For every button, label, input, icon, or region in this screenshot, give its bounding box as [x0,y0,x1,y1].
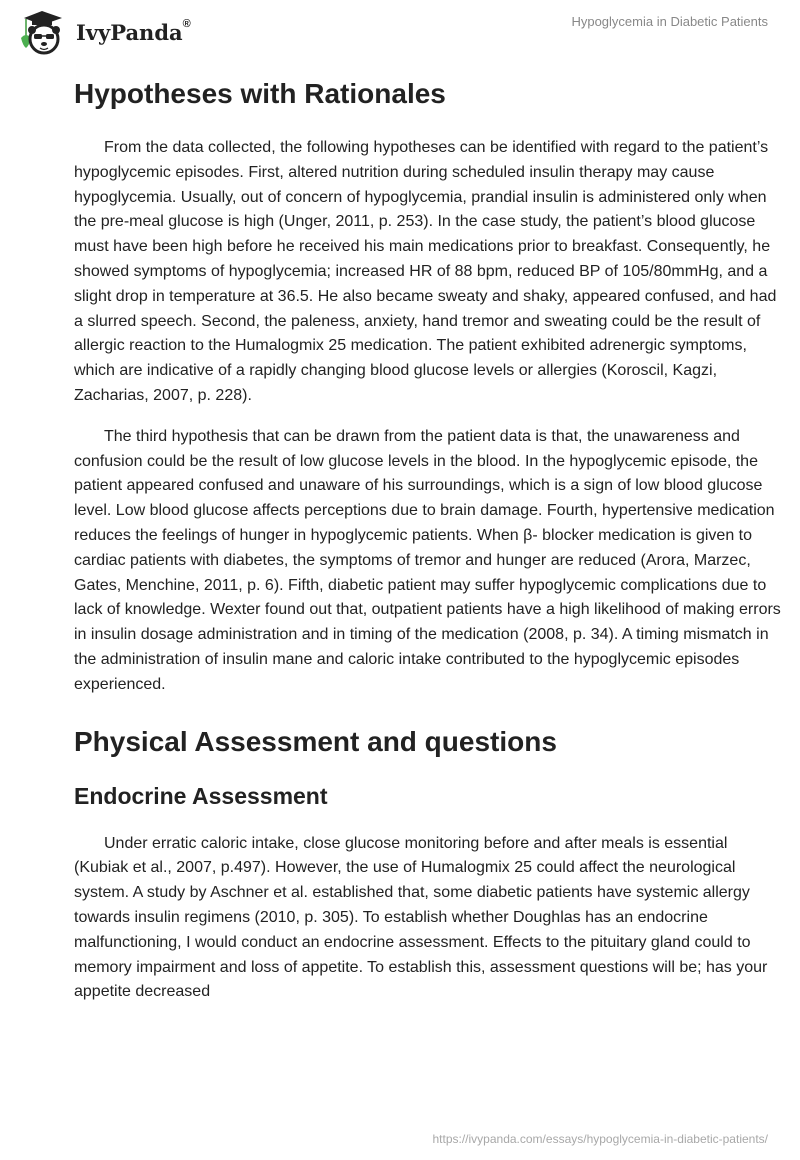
heading-physical-assessment: Physical Assessment and questions [74,725,557,757]
document-title: Hypoglycemia in Diabetic Patients [571,14,768,29]
heading-hypotheses: Hypotheses with Rationales [74,78,446,109]
page-header [0,0,800,60]
essay-content [74,70,784,1005]
paragraph: The third hypothesis that can be drawn from the patient data is that, the unawareness and confusion could be the result of low glucose levels in the blood. In the hypoglycemic episode, the patient appeared confused and unaware of his surroundings, which is a sign of low blood glucose level. Low blood glucose affects perceptions due to brain damage. Fourth, hypertensive medication reduces the feelings of hunger in hypoglycemic patients. When β- blocker medication is given to cardiac patients with diabetes, the symptoms of tremor and hunger are reduced (Arora, Marzec, Gates, Menchine, 2011, p. 6). Fifth, diabetic patient may suffer hypoglycemic complications due to lack of knowledge. Wexter found out that, outpatient patients have a high likelihood of making errors in insulin dosage administration and in timing of the medication (2008, p. 34). A timing mismatch in the administration of insulin mane and caloric intake contributed to the hypoglycemic episodes experienced. [74,427,781,693]
logo-text: IvyPanda® [76,17,191,45]
paragraph: Under erratic caloric intake, close glucose monitoring before and after meals is essential (Kubiak et al., 2007, p.497). However, the use of Humalogmix 25 could affect the neurological system. A study by Aschner et al. established that, some diabetic patients have systemic allergy towards insulin regimens (2010, p. 305). To establish whether Doughlas has an endocrine malfunctioning, I would conduct an endocrine assessment. Effects to the pituitary gland could to memory impairment and loss of appetite. To establish this, assessment questions will be; has your appetite decreased [74,834,768,1001]
ivypanda-logo[interactable] [16,8,191,56]
panda-graduate-icon [16,8,68,56]
paragraph: From the data collected, the following hypotheses can be identified with regard to the patient’s hypoglycemic episodes. First, altered nutrition during scheduled insulin therapy may cause hypoglycemia. Usually, out of concern of hypoglycemia, prandial insulin is administered only when the pre-meal glucose is high (Unger, 2011, p. 253). In the case study, the patient’s blood glucose must have been high before he received his main medications prior to breakfast. Consequently, he showed symptoms of hypoglycemia; increased HR of 88 bpm, reduced BP of 105/80mmHg, and a slight drop in temperature at 36.5. He also became sweaty and shaky, appeared confused, and had a slurred speech. Second, the paleness, anxiety, hand tremor and sweating could be the result of allergic reaction to the Humalogmix 25 medication. The patient exhibited adrenergic symptoms, which are indicative of a rapidly changing blood glucose levels or allergies (Koroscil, Kagzi, Zacharias, 2007, p. 228). [74,139,777,404]
source-url[interactable]: https://ivypanda.com/essays/hypoglycemia-in-diabetic-patients/ [432,1132,768,1146]
heading-endocrine-assessment: Endocrine Assessment [74,782,328,809]
